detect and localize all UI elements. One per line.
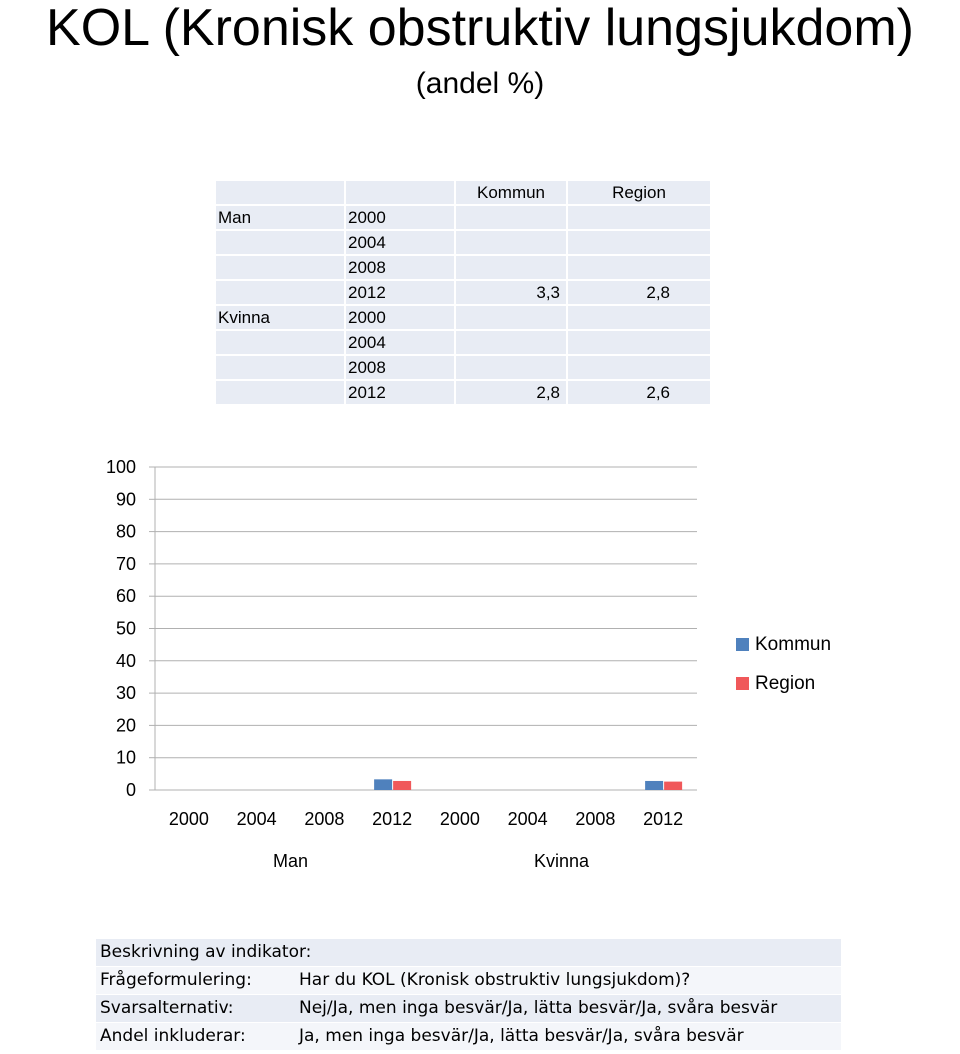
legend-label: Region <box>755 673 816 694</box>
table-cell-kommun <box>456 206 566 229</box>
chart-title: KOL (Kronisk obstruktiv lungsjukdom) <box>46 0 914 57</box>
y-tick-label: 100 <box>105 457 136 477</box>
table-cell-group <box>216 231 344 254</box>
y-tick-label: 0 <box>125 780 136 800</box>
table-header-row <box>216 181 710 204</box>
y-tick-label: 40 <box>115 650 136 671</box>
table-cell-year: 2012 <box>346 281 454 304</box>
description-label: Svarsalternativ: <box>100 998 234 1018</box>
x-tick-label: 2008 <box>575 809 616 829</box>
y-tick-label: 70 <box>115 553 136 574</box>
table-header-kommun: Kommun <box>456 181 566 204</box>
table-row <box>216 281 710 304</box>
x-tick-label: 2000 <box>168 809 209 829</box>
table-cell-group <box>216 281 344 304</box>
table-cell-year: 2000 <box>346 206 454 229</box>
table-cell-kommun <box>456 231 566 254</box>
x-tick-label: 2004 <box>507 809 548 829</box>
table-cell-region <box>568 356 710 379</box>
bar-kommun <box>645 781 663 790</box>
table-cell-group: Kvinna <box>216 306 344 329</box>
y-tick-label: 90 <box>115 489 136 510</box>
bar-region <box>393 781 411 790</box>
chart-subtitle: (andel %) <box>415 67 545 100</box>
description-row <box>96 1023 841 1050</box>
table-cell-region: 2,8 <box>568 281 710 304</box>
table-cell-region <box>568 306 710 329</box>
x-group-label: Man <box>272 851 309 871</box>
table-cell-kommun <box>456 356 566 379</box>
x-tick-label: 2012 <box>372 809 413 829</box>
x-tick-label: 2008 <box>304 809 345 829</box>
y-tick-label: 80 <box>115 521 136 542</box>
bar-region <box>664 782 682 790</box>
table-cell-kommun: 3,3 <box>456 281 566 304</box>
description-label: Andel inkluderar: <box>100 1026 246 1046</box>
table-cell-kommun <box>456 306 566 329</box>
legend-label: Kommun <box>755 634 832 655</box>
description-heading: Beskrivning av indikator: <box>100 942 312 962</box>
description-value: Nej/Ja, men inga besvär/Ja, lätta besvär/Ja, svåra besvär <box>299 998 778 1018</box>
x-tick-label: 2012 <box>643 809 684 829</box>
y-tick-label: 10 <box>115 747 136 768</box>
table-cell-group <box>216 331 344 354</box>
description-value: Har du KOL (Kronisk obstruktiv lungsjukdom)? <box>299 970 691 990</box>
y-tick-label: 60 <box>115 586 136 607</box>
y-tick-label: 30 <box>115 683 136 704</box>
table-cell-year: 2012 <box>346 381 454 404</box>
table-cell-group: Man <box>216 206 344 229</box>
table-row <box>216 331 710 354</box>
table-row <box>216 356 710 379</box>
y-tick-label: 50 <box>115 618 136 639</box>
table-cell-kommun <box>456 331 566 354</box>
x-tick-label: 2004 <box>236 809 277 829</box>
x-tick-label: 2000 <box>439 809 480 829</box>
table-cell-region <box>568 206 710 229</box>
data-table <box>214 179 712 406</box>
table-row <box>216 231 710 254</box>
table-cell-group <box>216 381 344 404</box>
table-cell-region: 2,6 <box>568 381 710 404</box>
y-tick-label: 20 <box>115 715 136 736</box>
table-cell-kommun: 2,8 <box>456 381 566 404</box>
bar-chart <box>0 445 960 885</box>
legend-item-kommun <box>736 634 831 656</box>
table-cell-group <box>216 356 344 379</box>
legend-swatch-region <box>736 677 749 690</box>
table-cell-year: 2008 <box>346 356 454 379</box>
table-row <box>216 306 710 329</box>
description-row <box>96 995 841 1022</box>
table-row <box>216 381 710 404</box>
description-value: Ja, men inga besvär/Ja, lätta besvär/Ja, svåra besvär <box>299 1026 744 1046</box>
table-cell-group <box>216 256 344 279</box>
table-cell-region <box>568 256 710 279</box>
indicator-description <box>96 939 841 1051</box>
table-row <box>216 206 710 229</box>
table-header-region: Region <box>568 181 710 204</box>
table-header-cell <box>346 181 454 204</box>
table-cell-region <box>568 231 710 254</box>
table-cell-year: 2000 <box>346 306 454 329</box>
description-label: Frågeformulering: <box>100 970 252 990</box>
table-cell-region <box>568 331 710 354</box>
legend-item-region <box>736 673 815 695</box>
legend-swatch-kommun <box>736 638 749 651</box>
table-row <box>216 256 710 279</box>
table-cell-year: 2004 <box>346 331 454 354</box>
table-cell-year: 2004 <box>346 231 454 254</box>
table-cell-kommun <box>456 256 566 279</box>
description-row <box>96 967 841 994</box>
table-header-cell <box>216 181 344 204</box>
table-cell-year: 2008 <box>346 256 454 279</box>
bar-kommun <box>374 779 392 790</box>
x-group-label: Kvinna <box>533 851 590 871</box>
description-heading-row <box>96 939 841 966</box>
